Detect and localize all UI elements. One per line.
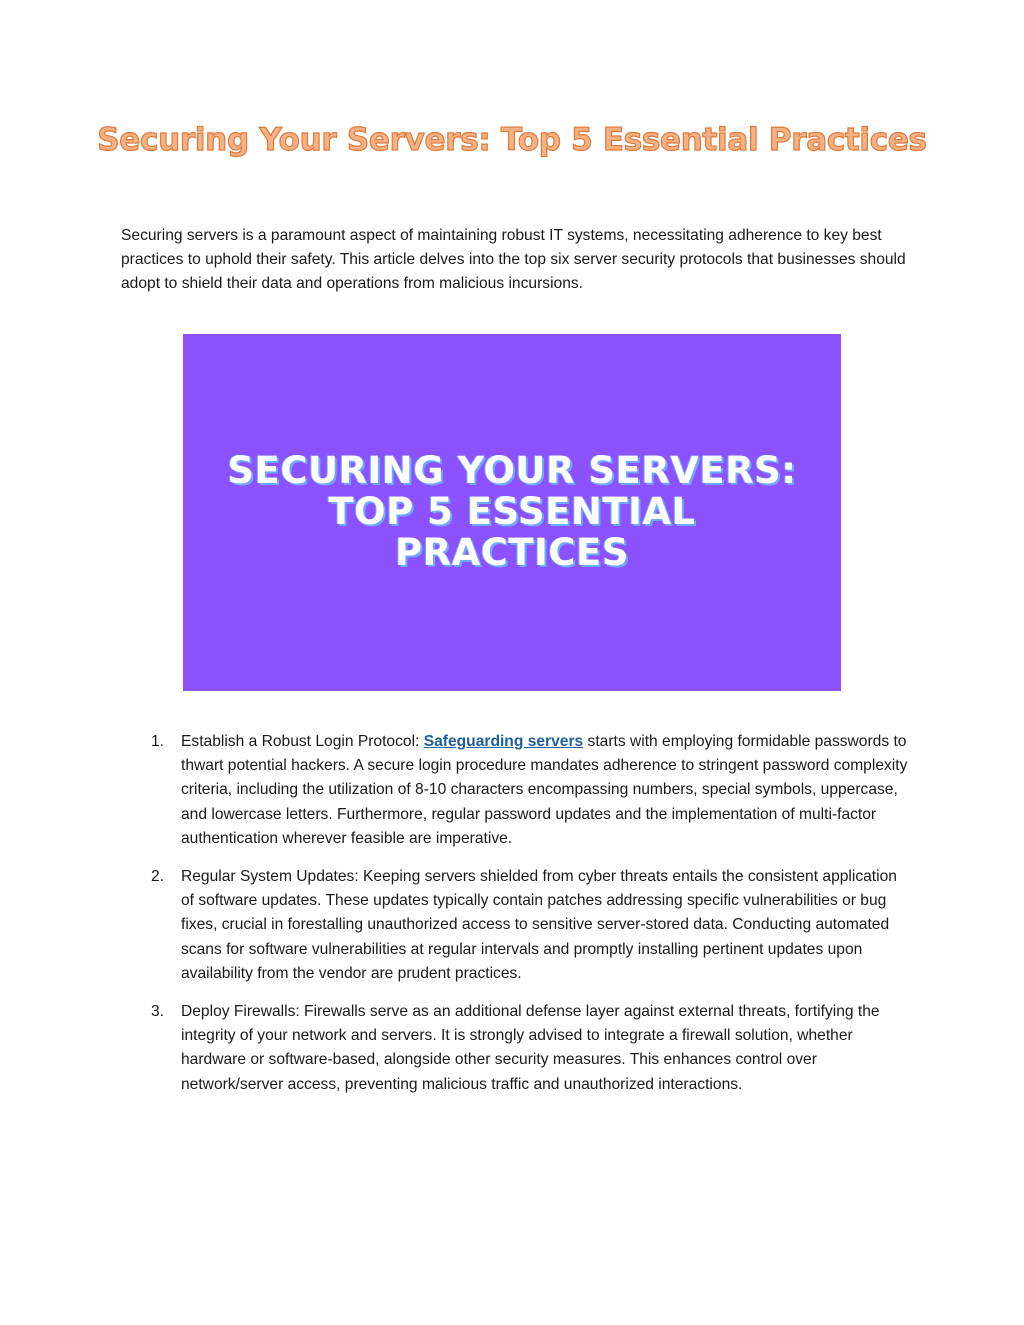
page-title: Securing Your Servers: Top 5 Essential Practices (97, 122, 927, 158)
list-item-lead: Establish a Robust Login Protocol: (181, 733, 424, 750)
list-item (121, 1000, 911, 1097)
list-item-text: Deploy Firewalls: Firewalls serve as an additional defense layer against external threats, fortifying the integrity of your network and servers. It is strongly advised to integrate a firewall solution, whether hardware or software-based, alongside other security measures. This enhances control over network/server access, preventing malicious traffic and unauthorized interactions. (181, 1003, 880, 1093)
hero-line: PRACTICES (395, 531, 629, 574)
list-item (121, 865, 911, 986)
list-item-text: Regular System Updates: Keeping servers shielded from cyber threats entails the consistent application of software updates. These updates typically contain patches addressing specific vulnerabilities or bug fixes, crucial in forestalling unauthorized access to sensitive server-stored data. Conducting automated scans for software vulnerabilities at regular intervals and promptly installing pertinent updates upon availability from the vendor are prudent practices. (181, 868, 897, 982)
safeguarding-servers-link[interactable]: Safeguarding servers (423, 733, 584, 750)
hero-banner-image (183, 334, 841, 691)
hero-banner-text (227, 450, 796, 573)
list-item-number: 2. (151, 868, 165, 886)
hero-line: SECURING YOUR SERVERS: (227, 449, 797, 492)
list-item-number: 3. (151, 1003, 165, 1021)
list-item-text: starts with employing formidable passwords to thwart potential hackers. A secure login procedure mandates adherence to stringent password complexity criteria, including the utilization of 8-10 characters encompassing numbers, special symbols, uppercase, and lowercase letters. Furthermore, regular password updates and the implementation of multi-factor authentication wherever feasible are imperative. (181, 733, 908, 847)
list-item (121, 730, 911, 851)
practices-list (121, 730, 911, 1111)
hero-line: TOP 5 ESSENTIAL (328, 490, 696, 533)
list-item-number: 1. (151, 733, 165, 750)
intro-paragraph: Securing servers is a paramount aspect of maintaining robust IT systems, necessitating adherence to key best practices to uphold their safety. This article delves into the top six server security protocols that businesses should adopt to shield their data and operations from malicious incursions. (121, 227, 906, 292)
